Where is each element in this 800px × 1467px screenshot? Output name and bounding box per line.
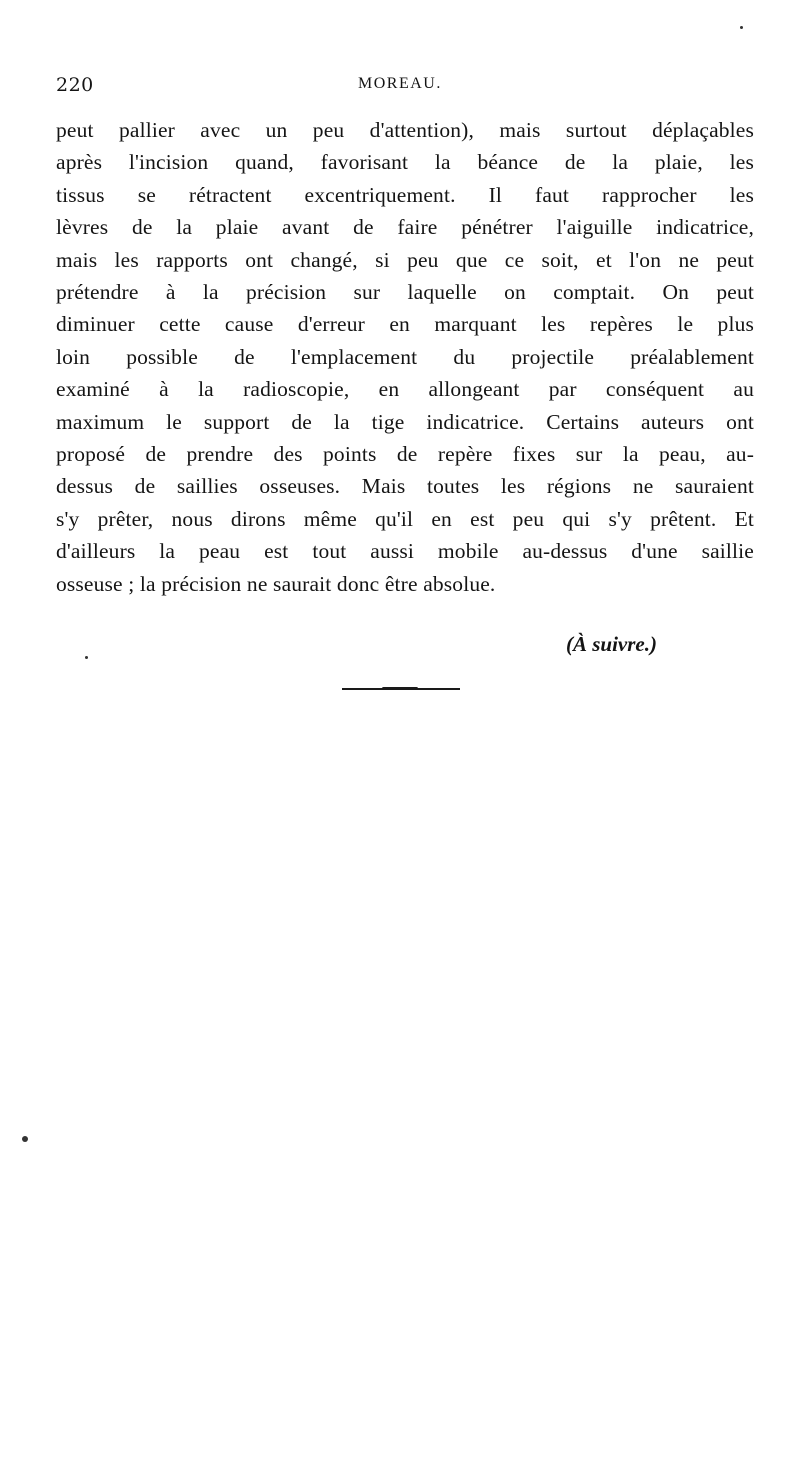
body-paragraph <box>56 114 754 600</box>
text-line: après l'incision quand, favorisant la béance de la plaie, les <box>56 150 754 175</box>
text-line: lèvres de la plaie avant de faire pénétrer l'aiguille indicatrice, <box>56 215 754 240</box>
text-line: proposé de prendre des points de repère fixes sur la peau, au- <box>56 442 754 467</box>
scan-speck <box>85 656 88 659</box>
text-line: s'y prêter, nous dirons même qu'il en est peu qui s'y prêtent. Et <box>56 506 754 531</box>
text-line: tissus se rétractent excentriquement. Il faut rapprocher les <box>56 182 754 207</box>
text-line: prétendre à la précision sur laquelle on comptait. On peut <box>56 280 754 305</box>
text-line: maximum le support de la tige indicatrice. Certains auteurs ont <box>56 409 754 434</box>
text-line: diminuer cette cause d'erreur en marquant les repères le plus <box>56 312 754 337</box>
running-head: MOREAU. <box>358 75 442 92</box>
text-line: examiné à la radioscopie, en allongeant par conséquent au <box>56 377 754 402</box>
text-line: peut pallier avec un peu d'attention), mais surtout déplaçables <box>56 118 754 142</box>
page-header <box>56 74 756 102</box>
scan-speck <box>740 26 743 29</box>
text-line: loin possible de l'emplacement du projectile préalablement <box>56 344 754 369</box>
text-line: osseuse ; la précision ne saurait donc être absolue. <box>56 571 496 596</box>
section-rule <box>342 688 460 690</box>
continuation-note: (À suivre.) <box>566 632 657 656</box>
text-line: dessus de saillies osseuses. Mais toutes les régions ne sauraient <box>56 474 754 499</box>
scan-speck <box>22 1136 28 1142</box>
text-line: mais les rapports ont changé, si peu que ce soit, et l'on ne peut <box>56 247 754 272</box>
text-line: d'ailleurs la peau est tout aussi mobile au-dessus d'une saillie <box>56 539 754 564</box>
page-number: 220 <box>56 74 94 96</box>
